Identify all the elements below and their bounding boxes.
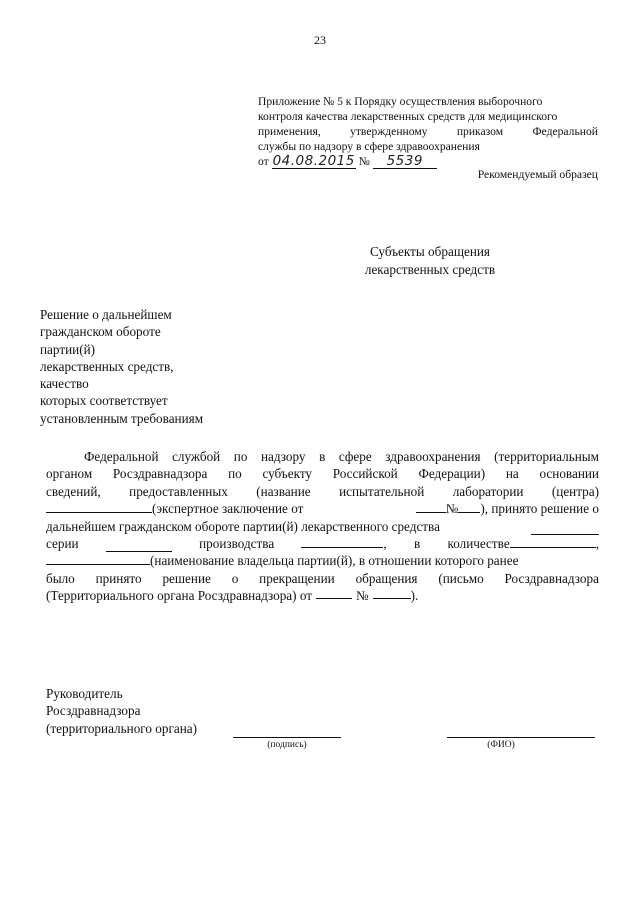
body-text: №	[445, 501, 459, 517]
body-paragraph	[46, 448, 599, 605]
annex-word: приказом	[456, 125, 504, 138]
body-word: службой	[172, 449, 221, 464]
annex-word: Федеральной	[532, 125, 598, 138]
body-word: обращения	[355, 570, 418, 586]
subjects-line-2: лекарственных средств	[364, 262, 496, 277]
body-word: принято	[95, 570, 142, 586]
blank-owner	[46, 553, 150, 565]
body-text: серии	[46, 536, 79, 552]
body-segment	[447, 535, 599, 552]
signature-caption: (подпись)	[267, 740, 307, 750]
annex-date-line	[258, 154, 598, 169]
annex-line-2: контроля качества лекарственных средств для медицинского	[258, 110, 558, 123]
annex-line-4: службы по надзору в сфере здравоохранения	[258, 140, 480, 153]
annex-word: утвержденному	[350, 125, 428, 138]
subjects-heading	[300, 243, 560, 279]
body-word: на	[505, 466, 519, 482]
body-word: Росздравнадзора	[504, 570, 599, 586]
body-word: здравоохранения	[385, 449, 481, 464]
annex-header	[258, 94, 598, 169]
decision-line: партии(й)	[40, 341, 96, 357]
body-word: по	[228, 466, 242, 482]
blank-series	[106, 540, 172, 552]
signer-line-2: Росздравнадзора	[46, 703, 141, 719]
body-text: дальнейшем гражданском обороте партии(й) лекарственного средства	[46, 518, 440, 534]
blank-letter-date	[316, 587, 352, 599]
decision-title	[40, 306, 260, 427]
body-row-1	[46, 448, 599, 465]
from-label: от	[258, 155, 269, 168]
signer-line-1: Руководитель	[46, 686, 123, 701]
body-row-3	[46, 483, 599, 500]
body-word: о	[231, 570, 239, 586]
blank-lab-name	[46, 501, 152, 513]
page-number: 23	[314, 33, 326, 47]
body-word: Федеральной	[84, 449, 159, 464]
signature-line	[233, 737, 341, 738]
decision-line: Решение о дальнейшем	[40, 307, 172, 322]
body-word: лаборатории	[452, 483, 524, 499]
body-word: решение	[162, 570, 211, 586]
annex-line-3	[258, 124, 598, 139]
blank-drug-name	[531, 523, 599, 535]
name-line	[447, 737, 595, 738]
body-word: испытательной	[339, 483, 425, 499]
handwritten-date: 04.08.2015	[272, 153, 355, 169]
body-text: в	[413, 536, 421, 552]
body-word: предоставленных	[129, 483, 228, 499]
body-text: ), принято решение о	[480, 501, 599, 517]
body-text: (Территориального органа Росздравнадзора) от	[46, 588, 313, 604]
decision-line: установленным требованиям	[40, 410, 204, 426]
body-word: сфере	[338, 449, 372, 464]
decision-line: гражданском обороте	[40, 324, 161, 340]
body-text: (экспертное заключение от	[152, 501, 304, 517]
body-word: было	[46, 570, 75, 586]
body-segment	[46, 500, 303, 517]
body-word: сведений,	[46, 483, 101, 499]
body-text: (наименование владельца партии(й), в отношении которого ранее	[150, 553, 519, 569]
body-word: субъекту	[262, 466, 313, 482]
blank-manufacturer	[301, 536, 383, 548]
decision-line: которых соответствует	[40, 393, 168, 409]
subjects-line-1: Субъекты обращения	[369, 244, 491, 259]
body-text: ).	[410, 588, 419, 604]
recommended-sample-label: Рекомендуемый образец	[477, 168, 598, 181]
body-segment	[416, 500, 599, 517]
body-word: Российской	[332, 466, 398, 482]
body-word: органом	[46, 466, 93, 482]
signer-line-3: (территориального органа)	[46, 720, 198, 736]
body-row-4	[46, 500, 599, 517]
body-text: количестве	[447, 536, 510, 552]
body-word: надзору	[260, 449, 306, 464]
body-word: Росздравнадзора	[112, 466, 208, 482]
body-text: производства	[199, 536, 275, 552]
body-text: №	[356, 588, 369, 604]
blank-conclusion-number	[458, 501, 480, 513]
name-caption: (ФИО)	[487, 740, 515, 750]
body-row-2	[46, 465, 599, 482]
body-word: (письмо	[438, 570, 484, 586]
annex-line-1: Приложение № 5 к Порядку осуществления выборочного	[258, 95, 543, 108]
body-word: основании	[539, 466, 599, 482]
handwritten-number: 5539	[373, 155, 437, 169]
decision-line: лекарственных средств,	[40, 358, 174, 374]
blank-conclusion-date	[416, 501, 446, 513]
body-word: (название	[256, 483, 311, 499]
body-row-9	[46, 587, 599, 604]
body-row-6	[46, 535, 599, 552]
body-word: в	[319, 449, 326, 464]
number-label: №	[358, 155, 370, 168]
annex-word: применения,	[258, 125, 321, 138]
body-word: прекращении	[259, 570, 335, 586]
body-text: ,	[595, 536, 599, 552]
body-word: Федерации)	[418, 466, 486, 482]
body-row-7	[46, 552, 599, 569]
blank-letter-number	[373, 587, 411, 599]
body-row-8	[46, 570, 599, 587]
body-word: (территориальным	[494, 449, 599, 464]
body-word: (центра)	[551, 483, 599, 499]
body-segment	[46, 552, 518, 569]
body-row-5	[46, 518, 599, 535]
body-text: ,	[383, 536, 387, 552]
blank-quantity	[510, 536, 596, 548]
body-segment	[301, 535, 386, 552]
signer-block	[46, 685, 246, 737]
decision-line: качество	[40, 376, 89, 392]
body-word: по	[233, 449, 248, 464]
